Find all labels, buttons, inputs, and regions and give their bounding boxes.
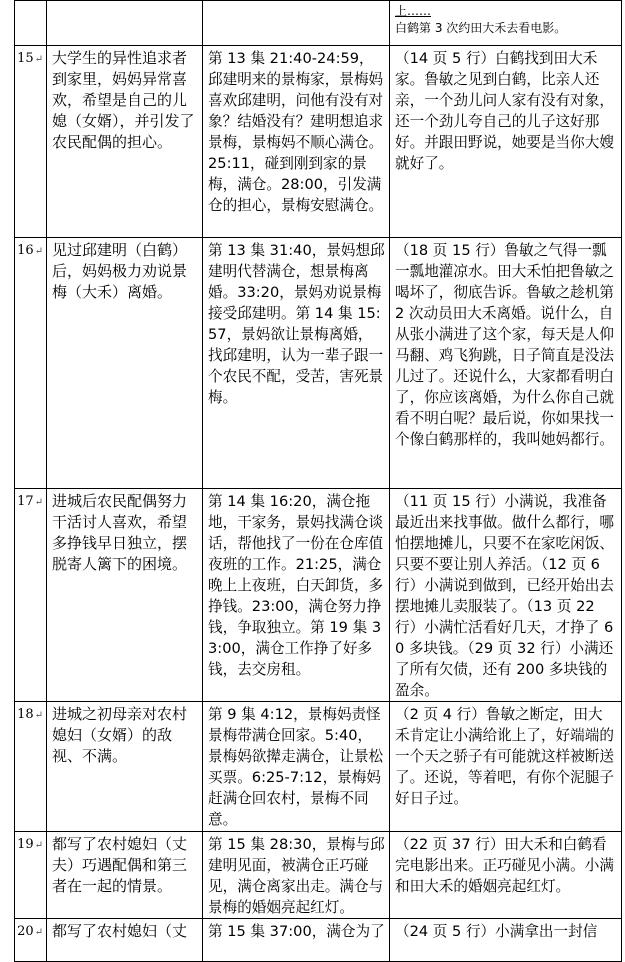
row-number: 17 <box>17 494 34 509</box>
row-number-cell: 20↵ <box>15 919 47 962</box>
novel-excerpt-cell <box>390 1 622 46</box>
row-number-cell: 19↵ <box>15 832 47 919</box>
row-number: 16 <box>17 243 34 258</box>
tv-episode-cell: 第 14 集 16:20，满仓拖地，干家务，景妈找满仓谈话，帮他找了一份在仓库值夜班的工作。21:25，满仓晚上上夜班，白天卸货，多挣钱。23:00，满仓努力挣钱，争取独立。第 19 集 33:00，满仓工作挣了好多钱，去交房租。 <box>203 489 390 702</box>
row-number-cell <box>15 1 47 46</box>
continued-text: 上…… <box>395 4 432 18</box>
tv-episode-cell: 第 13 集 31:40，景妈想邱建明代替满仓，想景梅离婚。33:20，景妈劝说景梅接受邱建明。第 14 集 15:57，景妈欲让景梅离婚，找邱建明，认为一辈子跟一个农民不配，受苦，害死景梅。 <box>203 238 390 489</box>
table-row <box>15 489 622 702</box>
novel-excerpt-cell: （18 页 15 行）鲁敏之气得一瓢一瓢地灌凉水。田大禾怕把鲁敏之喝坏了，彻底告诉。鲁敏之趁机第 2 次动员田大禾离婚。说什么，自从张小满进了这个家，每天是人仰马翻、鸡飞狗跳，日子简直是没法儿过了。还说什么，大家都看明白了，你应该离婚，为什么你自己就看不明白呢？最后说，你如果找一个像白鹤那样的，我叫她妈都行。 <box>390 238 622 489</box>
table-row <box>15 832 622 919</box>
table-row <box>15 702 622 832</box>
comparison-point-cell: 大学生的异性追求者到家里，妈妈异常喜欢，希望是自己的儿媳（女婿），并引发了农民配偶的担心。 <box>47 46 203 238</box>
comparison-point-cell: 都写了农村媳妇（丈 <box>47 919 203 962</box>
novel-excerpt-cell: （2 页 4 行）鲁敏之断定，田大禾肯定让小满给讹上了，好端端的一个天之骄子有可能就这样被断送了。还说，等着吧，有你个泥腿子好日子过。 <box>390 702 622 832</box>
tv-episode-cell: 第 15 集 37:00，满仓为了 <box>203 919 390 962</box>
novel-excerpt-cell: （14 页 5 行）白鹤找到田大禾家。鲁敏之见到白鹤，比亲人还亲，一个劲儿问人家有没有对象，还一个劲儿夸自己的儿子这好那好。并跟田野说，她要是当你大嫂就好了。 <box>390 46 622 238</box>
row-number: 20 <box>17 924 34 939</box>
comparison-table <box>14 0 622 962</box>
table-row-continued <box>15 1 622 46</box>
novel-excerpt-cell: （22 页 37 行）田大禾和白鹤看完电影出来。正巧碰见小满。小满和田大禾的婚姻亮起红灯。 <box>390 832 622 919</box>
row-number: 19 <box>17 837 34 852</box>
novel-excerpt-cell: （24 页 5 行）小满拿出一封信 <box>390 919 622 962</box>
tv-episode-cell: 第 13 集 21:40-24:59，邱建明来的景梅家，景梅妈喜欢邱建明，问他有没有对象？结婚没有？建明想追求景梅，景梅妈不顺心满仓。25:11，碰到刚到家的景梅，满仓。28:00，引发满仓的担心，景梅安慰满仓。 <box>203 46 390 238</box>
row-number-cell: 16↵ <box>15 238 47 489</box>
table-row <box>15 919 622 962</box>
tv-episode-cell: 第 15 集 28:30，景梅与邱建明见面，被满仓正巧碰见，满仓离家出走。满仓与景梅的婚姻亮起红灯。 <box>203 832 390 919</box>
novel-excerpt-cell: （11 页 15 行）小满说，我准备最近出来找事做。做什么都行，哪怕摆地摊儿，只要不在家吃闲饭、只要不要让别人养活。（12 页 6 行）小满说到做到，已经开始出去摆地摊儿卖服装了。（13 页 22 行）小满忙活看好几天，才挣了 60 多块钱。（29 页 32 行）小满还了所有欠债，还有 200 多块钱的盈余。 <box>390 489 622 702</box>
comparison-point-cell: 进城之初母亲对农村媳妇（女婿）的敌视、不满。 <box>47 702 203 832</box>
row-number-cell: 15↵ <box>15 46 47 238</box>
row-number: 15 <box>17 51 34 66</box>
table-row <box>15 46 622 238</box>
comparison-point-cell: 进城后农民配偶努力干活讨人喜欢，希望多挣钱早日独立，摆脱寄人篱下的困境。 <box>47 489 203 702</box>
comparison-point-cell: 见过邱建明（白鹤）后，妈妈极力劝说景梅（大禾）离婚。 <box>47 238 203 489</box>
table-row <box>15 238 622 489</box>
row-number: 18 <box>17 707 34 722</box>
tv-episode-cell <box>203 1 390 46</box>
comparison-point-cell <box>47 1 203 46</box>
continued-text: 白鹤第 3 次约田大禾去看电影。 <box>395 21 567 35</box>
tv-episode-cell: 第 9 集 4:12，景梅妈责怪景梅带满仓回家。5:40，景梅妈欲撵走满仓，让景松买票。6:25-7:12，景梅妈赶满仓回农村，景梅不同意。 <box>203 702 390 832</box>
row-number-cell: 18↵ <box>15 702 47 832</box>
comparison-point-cell: 都写了农村媳妇（丈夫）巧遇配偶和第三者在一起的情景。 <box>47 832 203 919</box>
row-number-cell: 17↵ <box>15 489 47 702</box>
